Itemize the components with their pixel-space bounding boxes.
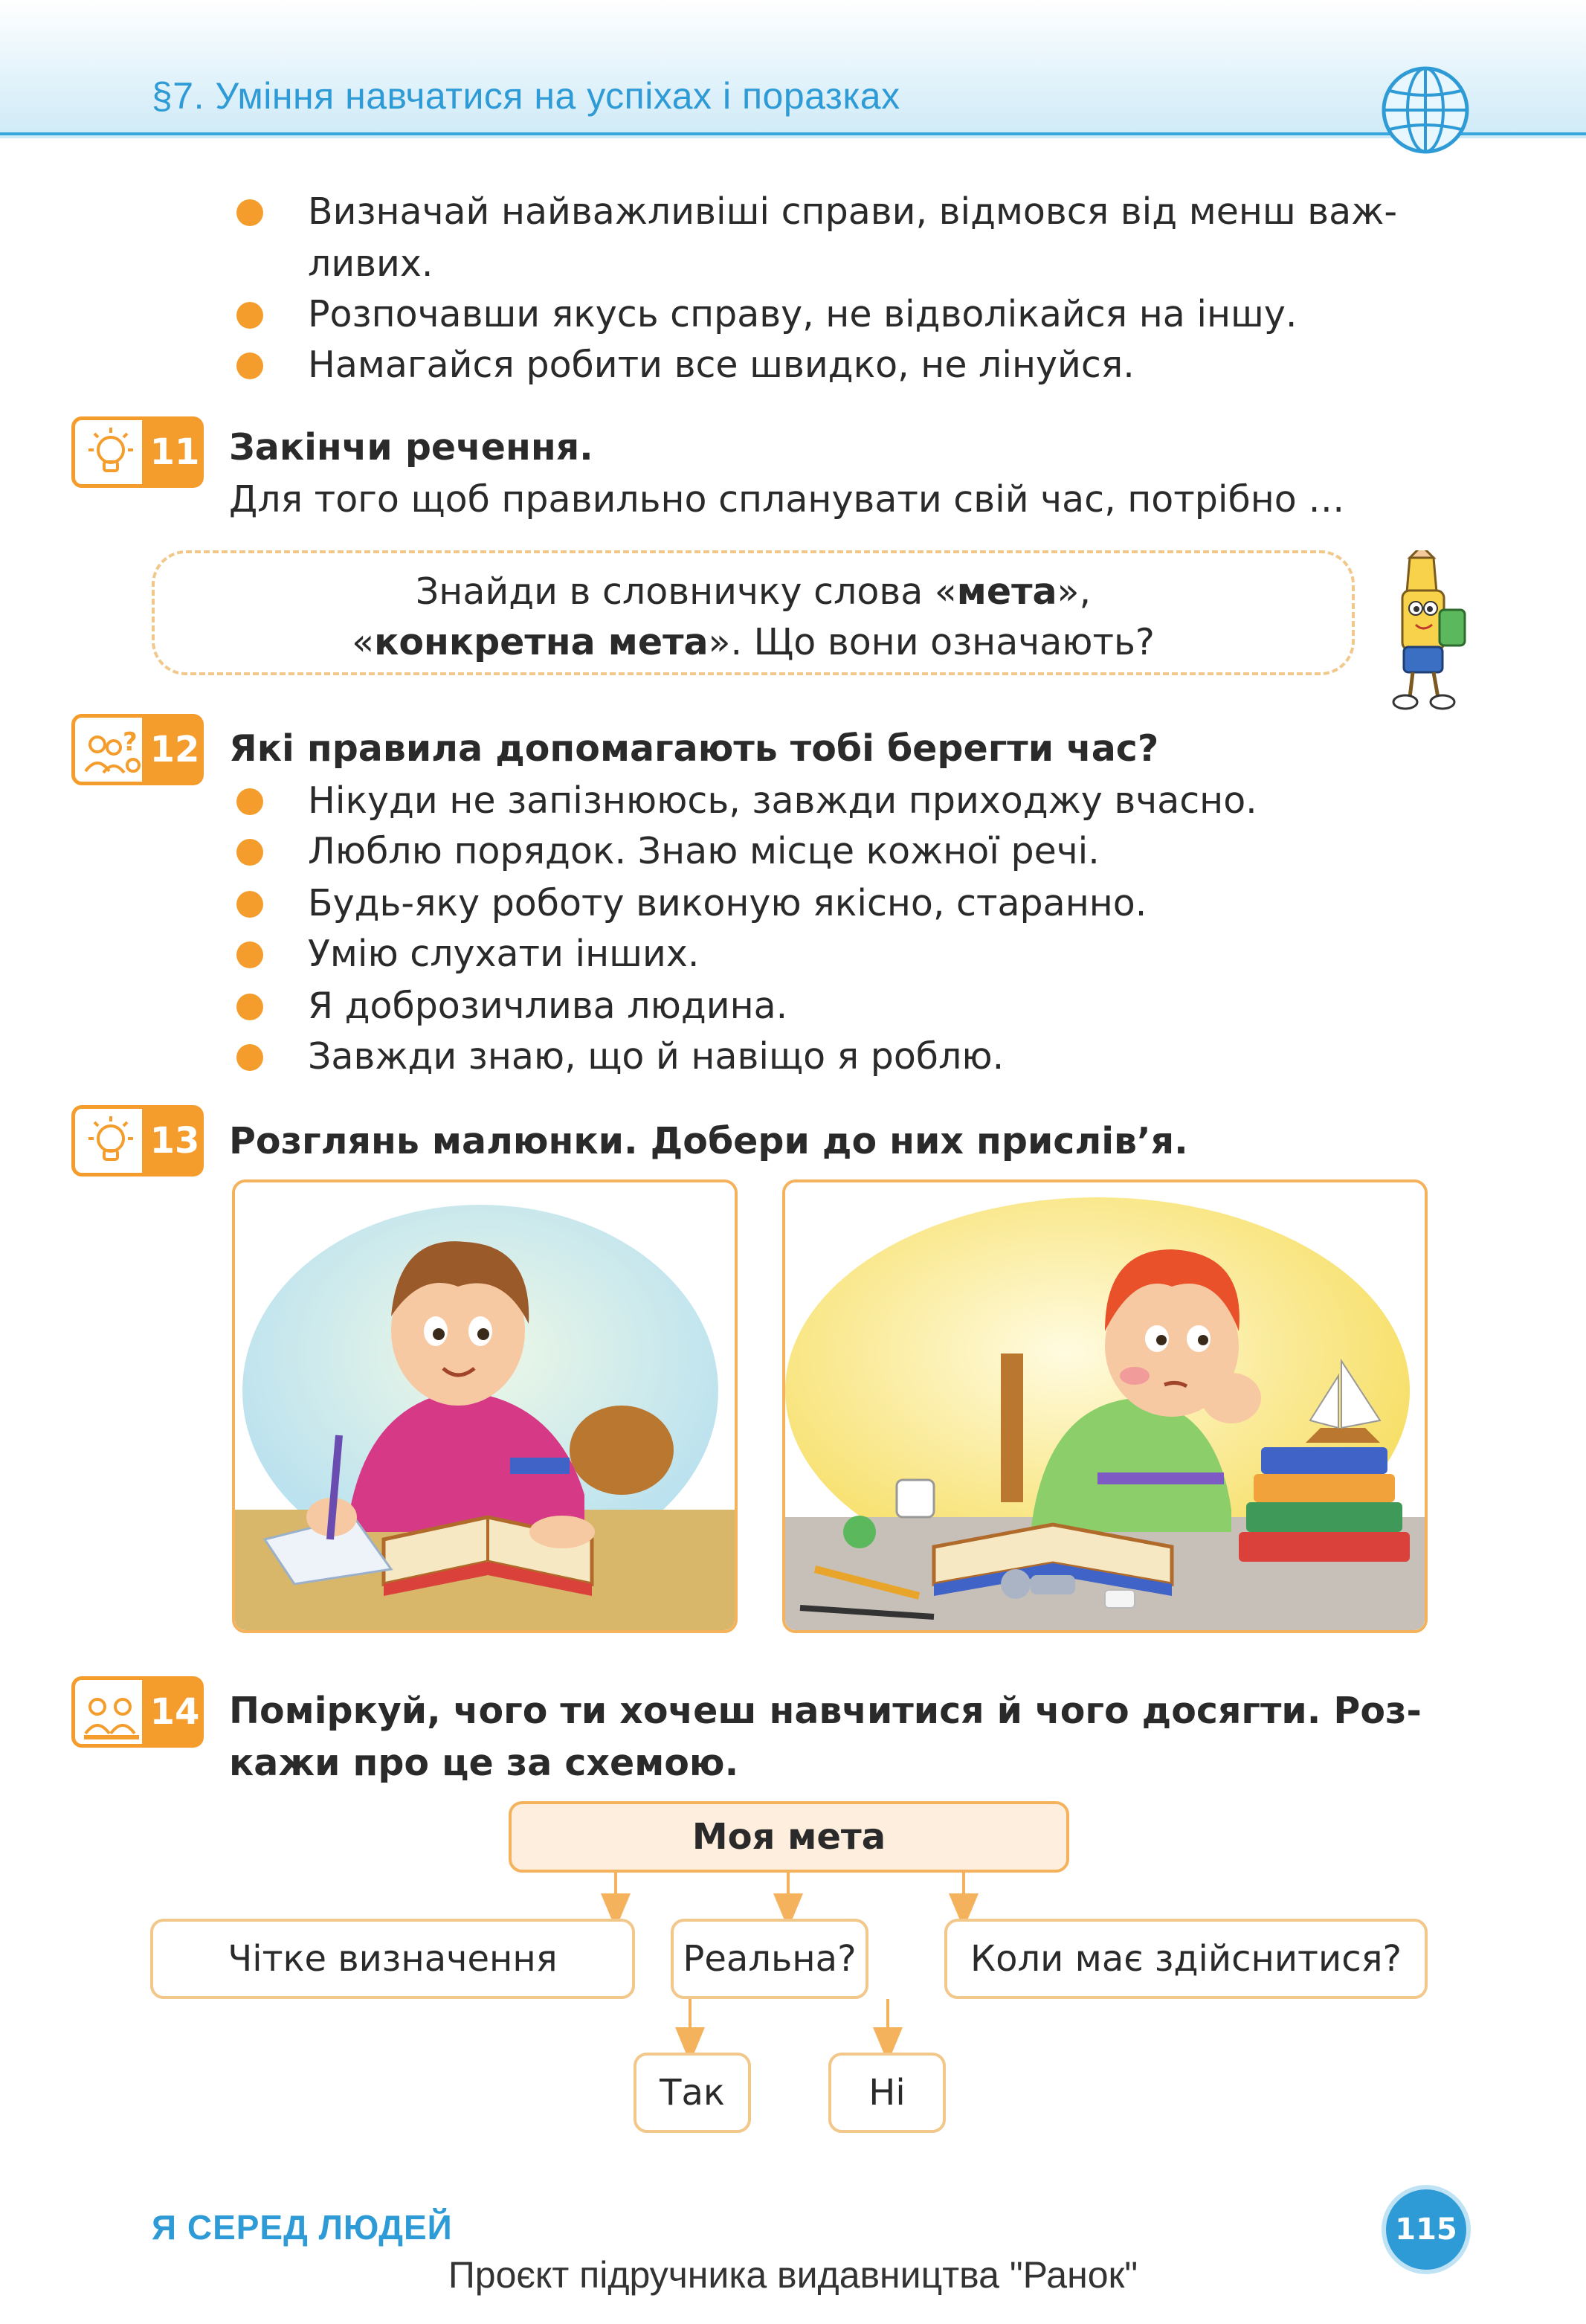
task-12-bullet-6: Завжди знаю, що й навіщо я роблю. — [308, 1035, 1005, 1078]
intro-bullet-3: Намагайся робити все швидко, не лінуйся. — [308, 344, 1135, 386]
task-14-text-line-1: Поміркуй, чого ти хочеш навчитися й чого досягти. Роз- — [229, 1690, 1422, 1732]
realistic-box: Реальна? — [671, 1919, 868, 1999]
page-title: §7. Уміння навчатися на успіхах і поразках — [152, 75, 900, 117]
task-12-bullet-5: Я доброзичлива людина. — [308, 985, 788, 1027]
task-number: 12 — [146, 714, 204, 785]
task-12-bullet-1: Нікуди не запізнююсь, завжди приходжу вчасно. — [308, 779, 1257, 822]
task-number: 14 — [146, 1676, 204, 1748]
page-number: 115 — [1382, 2185, 1471, 2274]
goal-box: Моя мета — [509, 1801, 1069, 1873]
task-12-bullet-3: Будь-яку роботу виконую якісно, старанно. — [308, 882, 1147, 924]
term-meta: мета — [956, 570, 1057, 613]
task-13-title: Розглянь малюнки. Добери до них прислів’я. — [229, 1120, 1188, 1162]
publisher-note: Проєкт підручника видавництва "Ранок" — [448, 2254, 1138, 2296]
clear-definition-box: Чітке визначення — [150, 1919, 635, 1999]
dictionary-note-line-2: «конкретна мета». Що вони означають? — [352, 621, 1155, 663]
task-number: 11 — [146, 416, 204, 488]
intro-bullet-2: Розпочавши якусь справу, не відволікайся на іншу. — [308, 293, 1298, 335]
svg-text:?: ? — [123, 727, 138, 757]
dictionary-note-line-1: Знайди в словничку слова «мета», — [415, 570, 1092, 613]
task-12-title: Які правила допомагають тобі берегти час? — [229, 727, 1159, 770]
answer-yes-box: Так — [634, 2053, 751, 2133]
task-number: 13 — [146, 1105, 204, 1177]
intro-bullet-1: Визначай найважливіші справи, відмовся від менш важ- — [308, 190, 1398, 233]
section-name: Я СЕРЕД ЛЮДЕЙ — [152, 2208, 453, 2247]
task-11-title: Закінчи речення. — [229, 426, 593, 469]
term-konkretna-meta: конкретна мета — [374, 621, 709, 663]
answer-no-box: Ні — [828, 2053, 946, 2133]
when-box: Коли має здійснитися? — [944, 1919, 1428, 1999]
intro-bullet-1-cont: ливих. — [308, 242, 433, 285]
task-14-text-line-2: кажи про це за схемою. — [229, 1742, 739, 1784]
task-12-bullet-4: Умію слухати інших. — [308, 933, 700, 975]
task-11-text: Для того щоб правильно спланувати свій час, потрібно … — [229, 478, 1345, 521]
task-12-bullet-2: Люблю порядок. Знаю місце кожної речі. — [308, 830, 1100, 872]
